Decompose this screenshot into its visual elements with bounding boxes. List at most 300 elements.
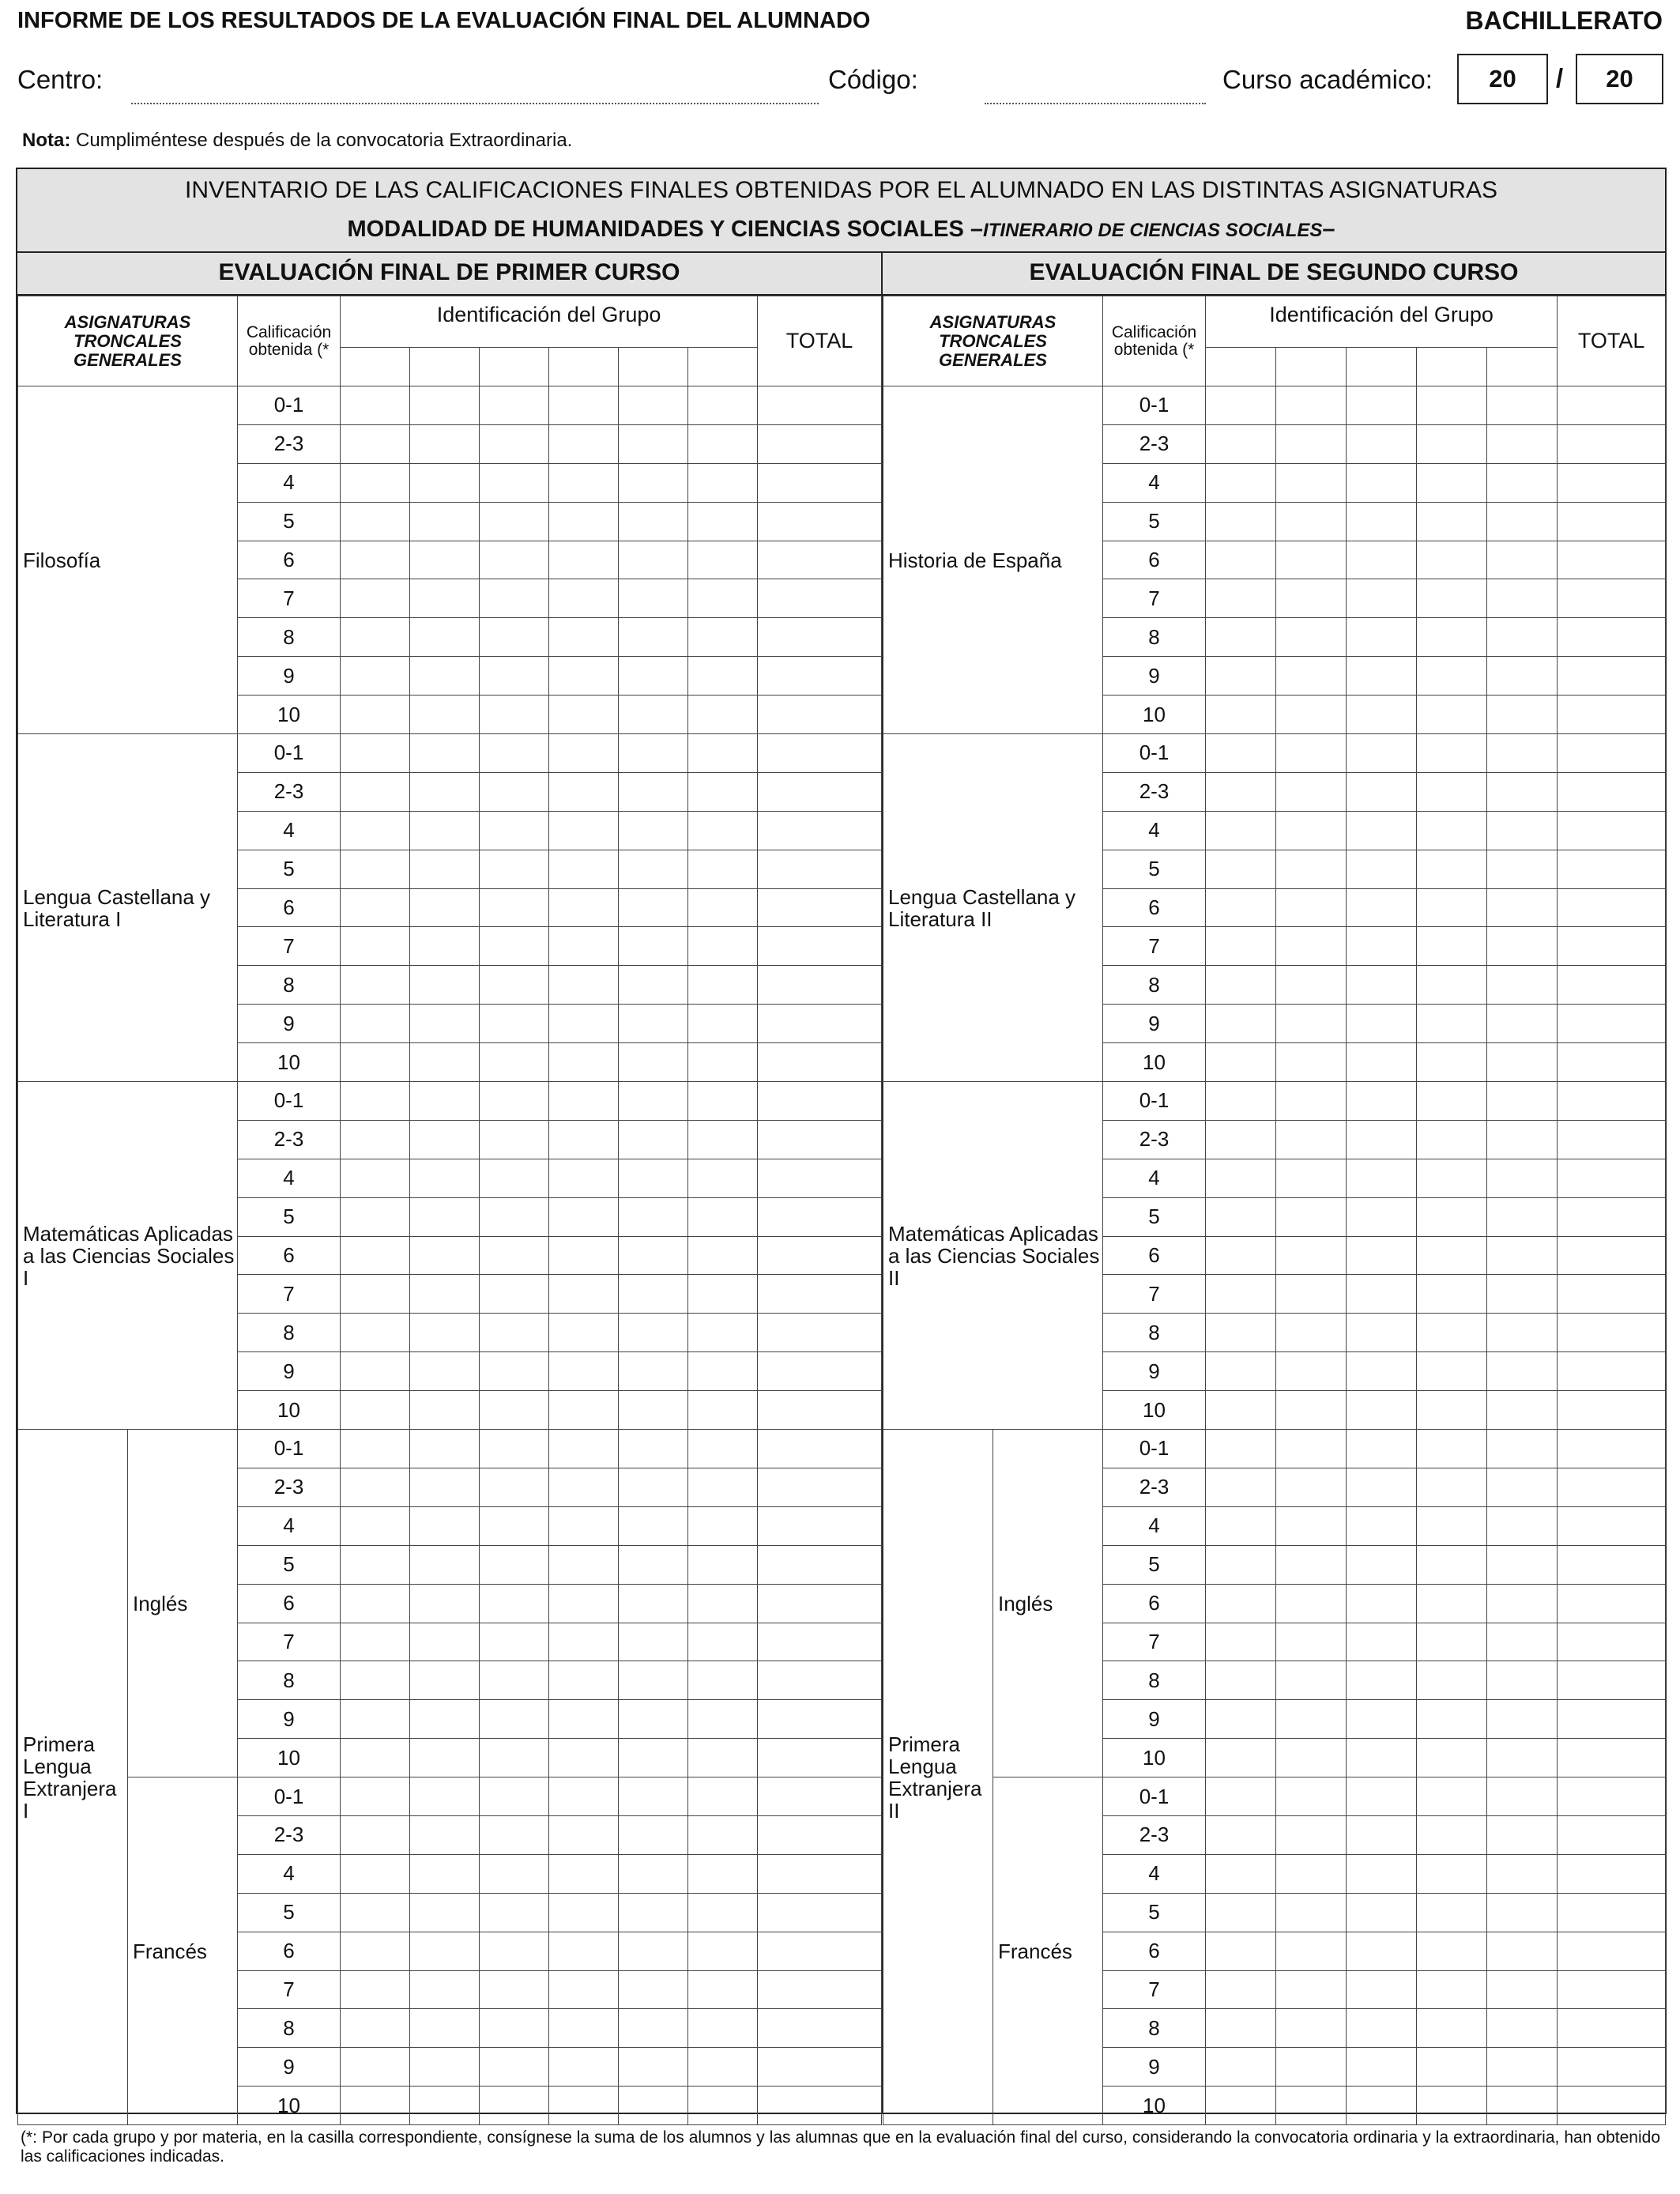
count-cell[interactable] xyxy=(619,424,688,463)
count-cell[interactable] xyxy=(410,1275,480,1314)
count-cell[interactable] xyxy=(410,696,480,734)
total-cell[interactable] xyxy=(758,1623,882,1661)
total-cell[interactable] xyxy=(1558,463,1666,502)
count-cell[interactable] xyxy=(410,424,480,463)
count-cell[interactable] xyxy=(1276,696,1347,734)
count-cell[interactable] xyxy=(410,657,480,696)
count-cell[interactable] xyxy=(410,2009,480,2048)
count-cell[interactable] xyxy=(410,386,480,425)
count-cell[interactable] xyxy=(480,502,549,541)
count-cell[interactable] xyxy=(688,1545,758,1584)
count-cell[interactable] xyxy=(688,579,758,618)
count-cell[interactable] xyxy=(1487,966,1558,1005)
count-cell[interactable] xyxy=(1206,1005,1276,1043)
count-cell[interactable] xyxy=(549,1661,619,1700)
count-cell[interactable] xyxy=(549,1854,619,1893)
year-start-box[interactable]: 20 xyxy=(1457,54,1548,104)
count-cell[interactable] xyxy=(1417,424,1487,463)
count-cell[interactable] xyxy=(549,579,619,618)
count-cell[interactable] xyxy=(1487,850,1558,888)
group-id-cell[interactable] xyxy=(619,348,688,386)
count-cell[interactable] xyxy=(1417,1275,1487,1314)
count-cell[interactable] xyxy=(410,1815,480,1854)
total-cell[interactable] xyxy=(1558,1005,1666,1043)
count-cell[interactable] xyxy=(1276,1314,1347,1352)
total-cell[interactable] xyxy=(758,1661,882,1700)
count-cell[interactable] xyxy=(619,386,688,425)
count-cell[interactable] xyxy=(619,1082,688,1121)
count-cell[interactable] xyxy=(1347,1932,1417,1970)
group-id-cell[interactable] xyxy=(1276,348,1347,386)
count-cell[interactable] xyxy=(688,1661,758,1700)
count-cell[interactable] xyxy=(341,463,410,502)
count-cell[interactable] xyxy=(480,850,549,888)
count-cell[interactable] xyxy=(1417,696,1487,734)
count-cell[interactable] xyxy=(341,1700,410,1739)
count-cell[interactable] xyxy=(1417,2048,1487,2087)
count-cell[interactable] xyxy=(410,579,480,618)
count-cell[interactable] xyxy=(410,888,480,927)
count-cell[interactable] xyxy=(1487,772,1558,811)
total-cell[interactable] xyxy=(758,1932,882,1970)
count-cell[interactable] xyxy=(410,1739,480,1777)
count-cell[interactable] xyxy=(480,1623,549,1661)
count-cell[interactable] xyxy=(480,1700,549,1739)
count-cell[interactable] xyxy=(549,850,619,888)
count-cell[interactable] xyxy=(1347,1391,1417,1430)
count-cell[interactable] xyxy=(1276,1584,1347,1623)
count-cell[interactable] xyxy=(1347,1082,1417,1121)
count-cell[interactable] xyxy=(410,1623,480,1661)
count-cell[interactable] xyxy=(480,772,549,811)
count-cell[interactable] xyxy=(549,2048,619,2087)
count-cell[interactable] xyxy=(1206,1314,1276,1352)
count-cell[interactable] xyxy=(341,772,410,811)
total-cell[interactable] xyxy=(1558,579,1666,618)
count-cell[interactable] xyxy=(619,1275,688,1314)
total-cell[interactable] xyxy=(758,1970,882,2009)
count-cell[interactable] xyxy=(1276,1854,1347,1893)
count-cell[interactable] xyxy=(549,1236,619,1275)
count-cell[interactable] xyxy=(341,1352,410,1391)
count-cell[interactable] xyxy=(410,1120,480,1159)
count-cell[interactable] xyxy=(1487,1700,1558,1739)
count-cell[interactable] xyxy=(619,811,688,850)
count-cell[interactable] xyxy=(1347,1120,1417,1159)
count-cell[interactable] xyxy=(688,1352,758,1391)
count-cell[interactable] xyxy=(341,1623,410,1661)
count-cell[interactable] xyxy=(1487,2009,1558,2048)
count-cell[interactable] xyxy=(1417,579,1487,618)
count-cell[interactable] xyxy=(1276,657,1347,696)
count-cell[interactable] xyxy=(1487,1275,1558,1314)
count-cell[interactable] xyxy=(549,1506,619,1545)
count-cell[interactable] xyxy=(1276,1739,1347,1777)
count-cell[interactable] xyxy=(1487,1545,1558,1584)
count-cell[interactable] xyxy=(549,1082,619,1121)
total-cell[interactable] xyxy=(1558,1893,1666,1932)
count-cell[interactable] xyxy=(1206,1893,1276,1932)
total-cell[interactable] xyxy=(758,1893,882,1932)
count-cell[interactable] xyxy=(619,1197,688,1236)
group-id-cell[interactable] xyxy=(1347,348,1417,386)
count-cell[interactable] xyxy=(341,1739,410,1777)
count-cell[interactable] xyxy=(480,1468,549,1506)
count-cell[interactable] xyxy=(341,1932,410,1970)
count-cell[interactable] xyxy=(1206,1236,1276,1275)
count-cell[interactable] xyxy=(1487,2048,1558,2087)
count-cell[interactable] xyxy=(480,463,549,502)
total-cell[interactable] xyxy=(1558,1854,1666,1893)
total-cell[interactable] xyxy=(758,1197,882,1236)
count-cell[interactable] xyxy=(1276,1120,1347,1159)
count-cell[interactable] xyxy=(341,1120,410,1159)
count-cell[interactable] xyxy=(1417,1739,1487,1777)
count-cell[interactable] xyxy=(1206,1430,1276,1468)
total-cell[interactable] xyxy=(758,1854,882,1893)
count-cell[interactable] xyxy=(341,1970,410,2009)
count-cell[interactable] xyxy=(341,579,410,618)
count-cell[interactable] xyxy=(619,1777,688,1816)
count-cell[interactable] xyxy=(341,966,410,1005)
count-cell[interactable] xyxy=(688,734,758,773)
count-cell[interactable] xyxy=(688,1430,758,1468)
count-cell[interactable] xyxy=(1206,1275,1276,1314)
total-cell[interactable] xyxy=(758,1815,882,1854)
count-cell[interactable] xyxy=(410,1391,480,1430)
count-cell[interactable] xyxy=(341,1545,410,1584)
count-cell[interactable] xyxy=(480,618,549,657)
count-cell[interactable] xyxy=(1276,1932,1347,1970)
count-cell[interactable] xyxy=(1276,1970,1347,2009)
count-cell[interactable] xyxy=(1206,1661,1276,1700)
count-cell[interactable] xyxy=(1347,2048,1417,2087)
count-cell[interactable] xyxy=(341,657,410,696)
count-cell[interactable] xyxy=(688,1815,758,1854)
count-cell[interactable] xyxy=(619,657,688,696)
count-cell[interactable] xyxy=(619,579,688,618)
count-cell[interactable] xyxy=(1276,1661,1347,1700)
count-cell[interactable] xyxy=(1417,1236,1487,1275)
count-cell[interactable] xyxy=(1487,734,1558,773)
count-cell[interactable] xyxy=(1487,811,1558,850)
count-cell[interactable] xyxy=(410,1970,480,2009)
count-cell[interactable] xyxy=(619,966,688,1005)
count-cell[interactable] xyxy=(1487,1314,1558,1352)
total-cell[interactable] xyxy=(758,1739,882,1777)
count-cell[interactable] xyxy=(480,811,549,850)
count-cell[interactable] xyxy=(688,1777,758,1816)
count-cell[interactable] xyxy=(1487,927,1558,966)
count-cell[interactable] xyxy=(1206,734,1276,773)
count-cell[interactable] xyxy=(619,1120,688,1159)
count-cell[interactable] xyxy=(619,850,688,888)
total-cell[interactable] xyxy=(758,1352,882,1391)
total-cell[interactable] xyxy=(1558,386,1666,425)
count-cell[interactable] xyxy=(1206,502,1276,541)
count-cell[interactable] xyxy=(480,1391,549,1430)
count-cell[interactable] xyxy=(1347,1275,1417,1314)
count-cell[interactable] xyxy=(1347,966,1417,1005)
count-cell[interactable] xyxy=(1206,1545,1276,1584)
count-cell[interactable] xyxy=(1417,1815,1487,1854)
count-cell[interactable] xyxy=(619,772,688,811)
count-cell[interactable] xyxy=(1347,1314,1417,1352)
count-cell[interactable] xyxy=(688,1584,758,1623)
count-cell[interactable] xyxy=(688,424,758,463)
count-cell[interactable] xyxy=(1417,811,1487,850)
count-cell[interactable] xyxy=(688,1932,758,1970)
count-cell[interactable] xyxy=(1206,1584,1276,1623)
count-cell[interactable] xyxy=(480,1854,549,1893)
count-cell[interactable] xyxy=(549,1932,619,1970)
count-cell[interactable] xyxy=(480,1584,549,1623)
count-cell[interactable] xyxy=(1206,1777,1276,1816)
count-cell[interactable] xyxy=(1276,734,1347,773)
count-cell[interactable] xyxy=(410,1236,480,1275)
count-cell[interactable] xyxy=(341,1159,410,1197)
total-cell[interactable] xyxy=(1558,2087,1666,2125)
count-cell[interactable] xyxy=(1487,1661,1558,1700)
count-cell[interactable] xyxy=(619,1739,688,1777)
total-cell[interactable] xyxy=(758,1043,882,1082)
count-cell[interactable] xyxy=(410,1777,480,1816)
count-cell[interactable] xyxy=(1347,2087,1417,2125)
count-cell[interactable] xyxy=(341,927,410,966)
count-cell[interactable] xyxy=(480,2048,549,2087)
count-cell[interactable] xyxy=(688,657,758,696)
count-cell[interactable] xyxy=(619,734,688,773)
count-cell[interactable] xyxy=(549,424,619,463)
count-cell[interactable] xyxy=(480,386,549,425)
count-cell[interactable] xyxy=(688,1893,758,1932)
count-cell[interactable] xyxy=(549,811,619,850)
count-cell[interactable] xyxy=(480,966,549,1005)
count-cell[interactable] xyxy=(549,1430,619,1468)
count-cell[interactable] xyxy=(688,1197,758,1236)
count-cell[interactable] xyxy=(341,1661,410,1700)
count-cell[interactable] xyxy=(1276,1391,1347,1430)
count-cell[interactable] xyxy=(1206,850,1276,888)
total-cell[interactable] xyxy=(758,502,882,541)
count-cell[interactable] xyxy=(1417,657,1487,696)
count-cell[interactable] xyxy=(549,618,619,657)
count-cell[interactable] xyxy=(1276,1082,1347,1121)
count-cell[interactable] xyxy=(549,1815,619,1854)
count-cell[interactable] xyxy=(1276,2087,1347,2125)
total-cell[interactable] xyxy=(758,888,882,927)
count-cell[interactable] xyxy=(410,1197,480,1236)
total-cell[interactable] xyxy=(1558,1468,1666,1506)
count-cell[interactable] xyxy=(619,1854,688,1893)
count-cell[interactable] xyxy=(1487,1391,1558,1430)
count-cell[interactable] xyxy=(341,1584,410,1623)
count-cell[interactable] xyxy=(619,696,688,734)
count-cell[interactable] xyxy=(549,772,619,811)
count-cell[interactable] xyxy=(1347,888,1417,927)
count-cell[interactable] xyxy=(1487,424,1558,463)
group-id-cell[interactable] xyxy=(688,348,758,386)
count-cell[interactable] xyxy=(1347,579,1417,618)
total-cell[interactable] xyxy=(758,657,882,696)
count-cell[interactable] xyxy=(1487,1970,1558,2009)
total-cell[interactable] xyxy=(758,1236,882,1275)
count-cell[interactable] xyxy=(619,888,688,927)
count-cell[interactable] xyxy=(619,1700,688,1739)
count-cell[interactable] xyxy=(1276,1043,1347,1082)
count-cell[interactable] xyxy=(410,1893,480,1932)
total-cell[interactable] xyxy=(758,424,882,463)
total-cell[interactable] xyxy=(758,1506,882,1545)
count-cell[interactable] xyxy=(341,1197,410,1236)
count-cell[interactable] xyxy=(480,1005,549,1043)
count-cell[interactable] xyxy=(1276,541,1347,579)
count-cell[interactable] xyxy=(341,1854,410,1893)
count-cell[interactable] xyxy=(1417,1893,1487,1932)
count-cell[interactable] xyxy=(1276,772,1347,811)
count-cell[interactable] xyxy=(480,1777,549,1816)
count-cell[interactable] xyxy=(410,541,480,579)
count-cell[interactable] xyxy=(480,1932,549,1970)
count-cell[interactable] xyxy=(480,1236,549,1275)
count-cell[interactable] xyxy=(549,1275,619,1314)
count-cell[interactable] xyxy=(480,734,549,773)
count-cell[interactable] xyxy=(688,850,758,888)
count-cell[interactable] xyxy=(480,579,549,618)
count-cell[interactable] xyxy=(1417,966,1487,1005)
count-cell[interactable] xyxy=(688,1082,758,1121)
count-cell[interactable] xyxy=(1417,1082,1487,1121)
count-cell[interactable] xyxy=(1417,1352,1487,1391)
total-cell[interactable] xyxy=(758,2009,882,2048)
count-cell[interactable] xyxy=(1206,2048,1276,2087)
total-cell[interactable] xyxy=(1558,1275,1666,1314)
total-cell[interactable] xyxy=(1558,966,1666,1005)
count-cell[interactable] xyxy=(549,1043,619,1082)
count-cell[interactable] xyxy=(1347,772,1417,811)
count-cell[interactable] xyxy=(341,1082,410,1121)
count-cell[interactable] xyxy=(410,1854,480,1893)
count-cell[interactable] xyxy=(1206,1932,1276,1970)
count-cell[interactable] xyxy=(410,1661,480,1700)
count-cell[interactable] xyxy=(341,1777,410,1816)
count-cell[interactable] xyxy=(1347,1623,1417,1661)
count-cell[interactable] xyxy=(549,1120,619,1159)
total-cell[interactable] xyxy=(1558,1197,1666,1236)
count-cell[interactable] xyxy=(549,1623,619,1661)
total-cell[interactable] xyxy=(758,2048,882,2087)
total-cell[interactable] xyxy=(758,1545,882,1584)
count-cell[interactable] xyxy=(410,966,480,1005)
count-cell[interactable] xyxy=(1347,1700,1417,1739)
count-cell[interactable] xyxy=(480,1043,549,1082)
count-cell[interactable] xyxy=(480,2009,549,2048)
count-cell[interactable] xyxy=(1206,1352,1276,1391)
group-id-cell[interactable] xyxy=(549,348,619,386)
count-cell[interactable] xyxy=(688,1043,758,1082)
count-cell[interactable] xyxy=(1347,424,1417,463)
count-cell[interactable] xyxy=(1487,1854,1558,1893)
count-cell[interactable] xyxy=(1206,772,1276,811)
total-cell[interactable] xyxy=(758,618,882,657)
count-cell[interactable] xyxy=(688,1275,758,1314)
count-cell[interactable] xyxy=(1417,1506,1487,1545)
count-cell[interactable] xyxy=(1487,1932,1558,1970)
count-cell[interactable] xyxy=(549,1159,619,1197)
group-id-cell[interactable] xyxy=(1417,348,1487,386)
count-cell[interactable] xyxy=(688,1005,758,1043)
count-cell[interactable] xyxy=(549,1197,619,1236)
count-cell[interactable] xyxy=(410,502,480,541)
count-cell[interactable] xyxy=(1347,386,1417,425)
count-cell[interactable] xyxy=(1347,1815,1417,1854)
count-cell[interactable] xyxy=(1206,463,1276,502)
count-cell[interactable] xyxy=(619,1932,688,1970)
count-cell[interactable] xyxy=(410,1430,480,1468)
total-cell[interactable] xyxy=(1558,1120,1666,1159)
total-cell[interactable] xyxy=(1558,1700,1666,1739)
count-cell[interactable] xyxy=(1276,1545,1347,1584)
count-cell[interactable] xyxy=(1487,1623,1558,1661)
count-cell[interactable] xyxy=(549,1970,619,2009)
count-cell[interactable] xyxy=(1417,1391,1487,1430)
count-cell[interactable] xyxy=(549,463,619,502)
count-cell[interactable] xyxy=(1487,618,1558,657)
total-cell[interactable] xyxy=(1558,1352,1666,1391)
count-cell[interactable] xyxy=(410,1545,480,1584)
count-cell[interactable] xyxy=(1276,424,1347,463)
count-cell[interactable] xyxy=(1276,2048,1347,2087)
count-cell[interactable] xyxy=(1276,1005,1347,1043)
total-cell[interactable] xyxy=(1558,696,1666,734)
count-cell[interactable] xyxy=(480,1506,549,1545)
count-cell[interactable] xyxy=(1276,1352,1347,1391)
count-cell[interactable] xyxy=(619,2009,688,2048)
count-cell[interactable] xyxy=(619,1661,688,1700)
total-cell[interactable] xyxy=(1558,1970,1666,2009)
count-cell[interactable] xyxy=(1487,386,1558,425)
count-cell[interactable] xyxy=(480,888,549,927)
count-cell[interactable] xyxy=(341,1468,410,1506)
count-cell[interactable] xyxy=(619,463,688,502)
total-cell[interactable] xyxy=(758,927,882,966)
count-cell[interactable] xyxy=(549,1314,619,1352)
total-cell[interactable] xyxy=(1558,1545,1666,1584)
count-cell[interactable] xyxy=(619,502,688,541)
count-cell[interactable] xyxy=(1487,1468,1558,1506)
total-cell[interactable] xyxy=(758,850,882,888)
total-cell[interactable] xyxy=(1558,772,1666,811)
count-cell[interactable] xyxy=(1417,850,1487,888)
total-cell[interactable] xyxy=(758,734,882,773)
count-cell[interactable] xyxy=(549,888,619,927)
count-cell[interactable] xyxy=(1206,696,1276,734)
count-cell[interactable] xyxy=(410,463,480,502)
count-cell[interactable] xyxy=(1417,618,1487,657)
count-cell[interactable] xyxy=(341,2048,410,2087)
total-cell[interactable] xyxy=(758,1159,882,1197)
count-cell[interactable] xyxy=(1276,1197,1347,1236)
count-cell[interactable] xyxy=(1276,1777,1347,1816)
count-cell[interactable] xyxy=(341,386,410,425)
count-cell[interactable] xyxy=(1276,927,1347,966)
count-cell[interactable] xyxy=(1417,1468,1487,1506)
count-cell[interactable] xyxy=(1347,1777,1417,1816)
count-cell[interactable] xyxy=(1417,463,1487,502)
codigo-field[interactable] xyxy=(985,103,1206,104)
count-cell[interactable] xyxy=(480,1545,549,1584)
count-cell[interactable] xyxy=(410,1932,480,1970)
